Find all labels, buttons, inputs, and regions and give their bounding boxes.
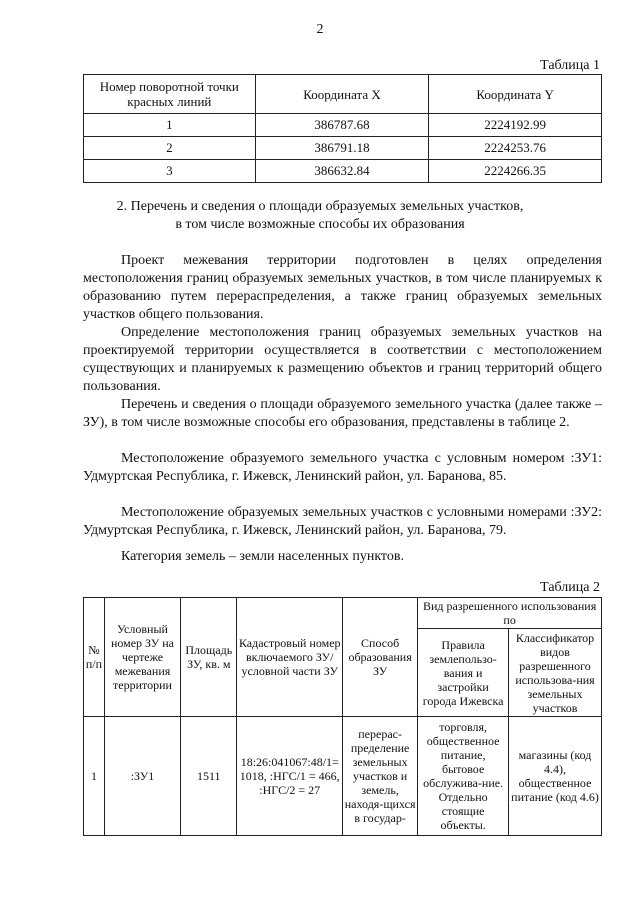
header-coord-y: Координата Y bbox=[429, 75, 602, 114]
cell-y: 2224192.99 bbox=[429, 114, 602, 137]
cell-y: 2224253.76 bbox=[429, 137, 602, 160]
table-row bbox=[84, 137, 602, 160]
cell-x: 386787.68 bbox=[255, 114, 429, 137]
paragraph-1: Проект межевания территории подготовлен в целях определения местоположения границ образуемых земельных участков, в том числе планируемых к образованию путем перераспределения, а также границ образуемых земельных участков общего пользования. bbox=[83, 253, 602, 322]
land-plots-table bbox=[83, 597, 602, 836]
coordinates-table bbox=[83, 74, 602, 183]
header-coord-x: Координата X bbox=[255, 75, 429, 114]
paragraph-5: Местоположение образуемых земельных участков с условными номерами :ЗУ2: Удмуртская Республика, г. Ижевск, Ленинский район, ул. Баранова, 79. bbox=[83, 505, 602, 538]
page-number: 2 bbox=[316, 22, 324, 37]
table-row bbox=[84, 160, 602, 183]
cell-area: 1511 bbox=[181, 717, 237, 836]
cell-x: 386791.18 bbox=[255, 137, 429, 160]
paragraph-4: Местоположение образуемого земельного участка с условным номером :ЗУ1: Удмуртская Республика, г. Ижевск, Ленинский район, ул. Баранова, 85. bbox=[83, 451, 602, 484]
section-title-line-1: 2. Перечень и сведения о площади образуемых земельных участков, bbox=[116, 199, 524, 214]
cell-x: 386632.84 bbox=[255, 160, 429, 183]
paragraph-3: Перечень и сведения о площади образуемого земельного участка (далее также – ЗУ), в том числе возможные способы его образования, представлены в таблице 2. bbox=[83, 397, 602, 430]
paragraph-6: Категория земель – земли населенных пунктов. bbox=[121, 549, 404, 564]
cell-point: 1 bbox=[84, 114, 256, 137]
header-cadastral: Кадастровый номер включаемого ЗУ/условной части ЗУ bbox=[237, 598, 343, 717]
header-area: Площадь ЗУ, кв. м bbox=[181, 598, 237, 717]
section-title bbox=[0, 198, 640, 234]
section-title-line-2: в том числе возможные способы их образования bbox=[175, 217, 465, 232]
table2-caption: Таблица 2 bbox=[540, 580, 600, 595]
cell-point: 3 bbox=[84, 160, 256, 183]
header-cond-num: Условный номер ЗУ на чертеже межевания территории bbox=[104, 598, 180, 717]
cell-cond-num: :ЗУ1 bbox=[104, 717, 180, 836]
cell-cadastral: 18:26:041067:48/1= 1018, :НГС/1 = 466, :НГС/2 = 27 bbox=[237, 717, 343, 836]
cell-rules: торговля, общественное питание, бытовое обслужива-ние. Отдельно стоящие объекты. bbox=[418, 717, 509, 836]
cell-y: 2224266.35 bbox=[429, 160, 602, 183]
table1-caption: Таблица 1 bbox=[540, 58, 600, 73]
cell-classifier: магазины (код 4.4), общественное питание (код 4.6) bbox=[509, 717, 602, 836]
cell-point: 2 bbox=[84, 137, 256, 160]
cell-num: 1 bbox=[84, 717, 105, 836]
cell-method: перерас-пределение земельных участков и земель, находя-щихся в государ- bbox=[343, 717, 418, 836]
table-row bbox=[84, 114, 602, 137]
header-permitted-use: Вид разрешенного использования по bbox=[418, 598, 602, 629]
header-point-number: Номер поворотной точки красных линий bbox=[84, 75, 256, 114]
paragraph-2: Определение местоположения границ образуемых земельных участков на проектируемой территории осуществляется в соответствии с местоположением существующих и планируемых к размещению объектов и границ территорий общего пользования. bbox=[83, 325, 602, 394]
header-classifier: Классификатор видов разрешенного использова-ния земельных участков bbox=[509, 629, 602, 717]
table-row bbox=[84, 717, 602, 836]
header-method: Способ образования ЗУ bbox=[343, 598, 418, 717]
header-rules: Правила землепользо-вания и застройки города Ижевска bbox=[418, 629, 509, 717]
table-header-row bbox=[84, 598, 602, 629]
header-num: № п/п bbox=[84, 598, 105, 717]
table-header-row bbox=[84, 75, 602, 114]
